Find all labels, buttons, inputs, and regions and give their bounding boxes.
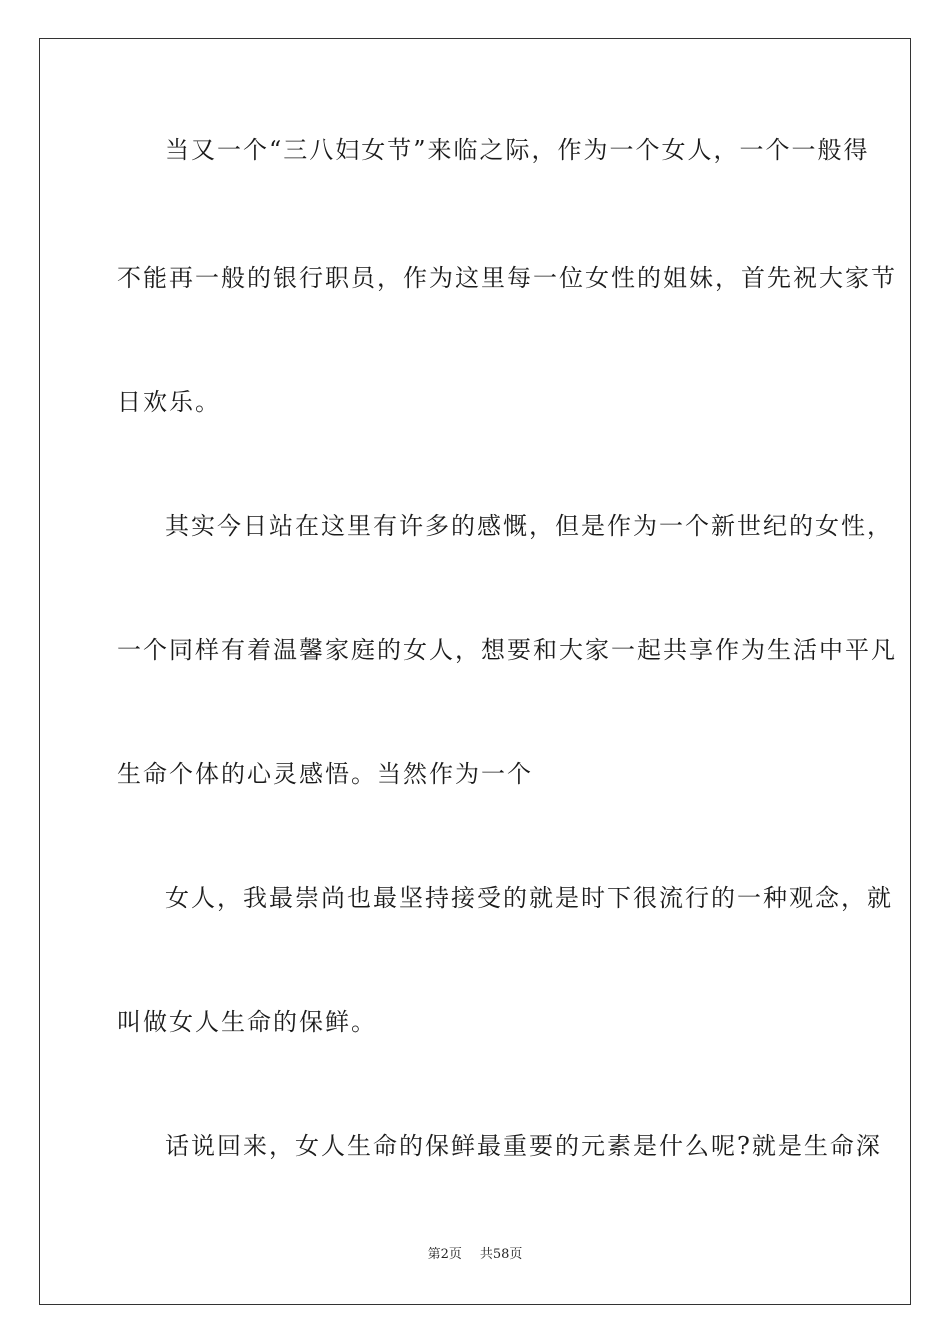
paragraph-line: 当又一个“三八妇女节”来临之际，作为一个女人，一个一般得 xyxy=(165,136,870,164)
paragraph-line: 日欢乐。 xyxy=(117,388,221,416)
page-number: 第2页 xyxy=(427,1247,462,1262)
page-border xyxy=(39,38,911,1305)
paragraph-line: 女人，我最崇尚也最坚持接受的就是时下很流行的一种观念，就 xyxy=(165,884,893,912)
paragraph-line: 其实今日站在这里有许多的感慨，但是作为一个新世纪的女性， xyxy=(165,512,893,540)
paragraph-line: 生命个体的心灵感悟。当然作为一个 xyxy=(117,760,533,788)
paragraph-line: 不能再一般的银行职员，作为这里每一位女性的姐妹，首先祝大家节 xyxy=(117,264,897,292)
paragraph-line: 一个同样有着温馨家庭的女人，想要和大家一起共享作为生活中平凡 xyxy=(117,636,897,664)
paragraph-line: 话说回来，女人生命的保鲜最重要的元素是什么呢?就是生命深 xyxy=(165,1132,882,1160)
page-footer xyxy=(0,1246,950,1264)
total-pages: 共58页 xyxy=(479,1247,523,1262)
paragraph-line: 叫做女人生命的保鲜。 xyxy=(117,1008,377,1036)
